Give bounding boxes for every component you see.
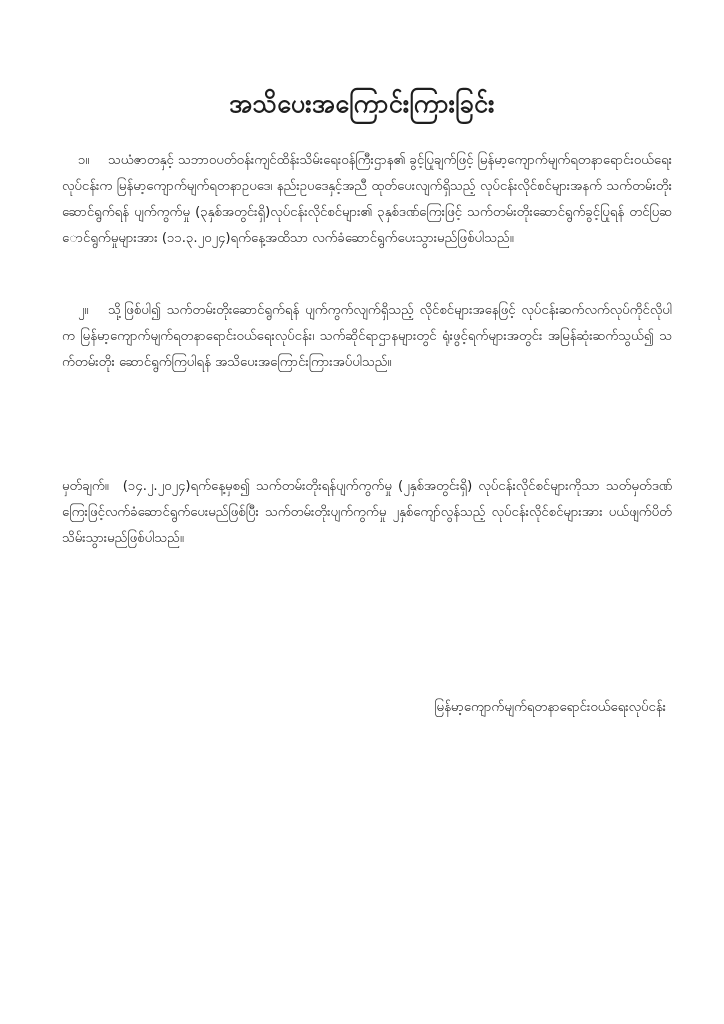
note-text: (၁၄.၂.၂၀၂၄)ရက်နေ့မှစ၍ သက်တမ်းတိုးရန်ပျက်ကွက်မှု (၂နှစ်အတွင်းရှိ) လုပ်ငန်းလိုင်စင်များကိုသာ သတ်မှတ်ဒဏ်ကြေးဖြင့်လက်ခံဆောင်ရွက်ပေးမည်ဖြစ်ပြီး သက်တမ်းတိုးပျက်ကွက်မှု ၂နှစ်ကျော်လွန်သည့် လုပ်ငန်းလိုင်စင်များအား ပယ်ဖျက်ပိတ်သိမ်းသွားမည်ဖြစ်ပါသည်။	[62, 479, 672, 546]
note-paragraph	[62, 474, 672, 552]
paragraph-1-text: သယံဇာတနှင့် သဘာဝပတ်ဝန်းကျင်ထိန်းသိမ်းရေးဝန်ကြီးဌာန၏ ခွင့်ပြုချက်ဖြင့် မြန်မာ့ကျောက်မျက်ရတနာရောင်းဝယ်ရေးလုပ်ငန်းက မြန်မာ့ကျောက်မျက်ရတနာဥပဒေ၊ နည်းဥပဒေနှင့်အညီ ထုတ်ပေးလျက်ရှိသည့် လုပ်ငန်းလိုင်စင်များအနက် သက်တမ်းတိုးဆောင်ရွက်ရန် ပျက်ကွက်မှု (၃နှစ်အတွင်းရှိ)လုပ်ငန်းလိုင်စင်များ၏ ၃နှစ်ဒဏ်ကြေးဖြင့် သက်တမ်းတိုးဆောင်ရွက်ခွင့်ပြုရန် တင်ပြဆောင်ရွက်မှုများအား (၁၁.၃.၂၀၂၄)ရက်နေ့အထိသာ လက်ခံဆောင်ရွက်ပေးသွားမည်ဖြစ်ပါသည်။	[62, 153, 672, 246]
paragraph-2-number: ၂။	[78, 303, 89, 318]
paragraph-2	[62, 298, 672, 376]
note-label: မှတ်ချက်။	[62, 479, 109, 494]
paragraph-1-number: ၁။	[78, 153, 90, 168]
paragraph-1	[62, 148, 672, 252]
issuer-signature: မြန်မာ့ကျောက်မျက်ရတနာရောင်းဝယ်ရေးလုပ်ငန်း	[434, 700, 666, 715]
paragraph-2-text: သို့ဖြစ်ပါ၍ သက်တမ်းတိုးဆောင်ရွက်ရန် ပျက်ကွက်လျက်ရှိသည့် လိုင်စင်များအနေဖြင့် လုပ်ငန်းဆက်လက်လုပ်ကိုင်လိုပါက မြန်မာ့ကျောက်မျက်ရတနာရောင်းဝယ်ရေးလုပ်ငန်း၊ သက်ဆိုင်ရာဌာနများတွင် ရုံးဖွင့်ရက်များအတွင်း အမြန်ဆုံးဆက်သွယ်၍ သက်တမ်းတိုး ဆောင်ရွက်ကြပါရန် အသိပေးအကြောင်းကြားအပ်ပါသည်။	[62, 303, 672, 370]
document-title: အသိပေးအကြောင်းကြားခြင်း	[229, 89, 495, 118]
